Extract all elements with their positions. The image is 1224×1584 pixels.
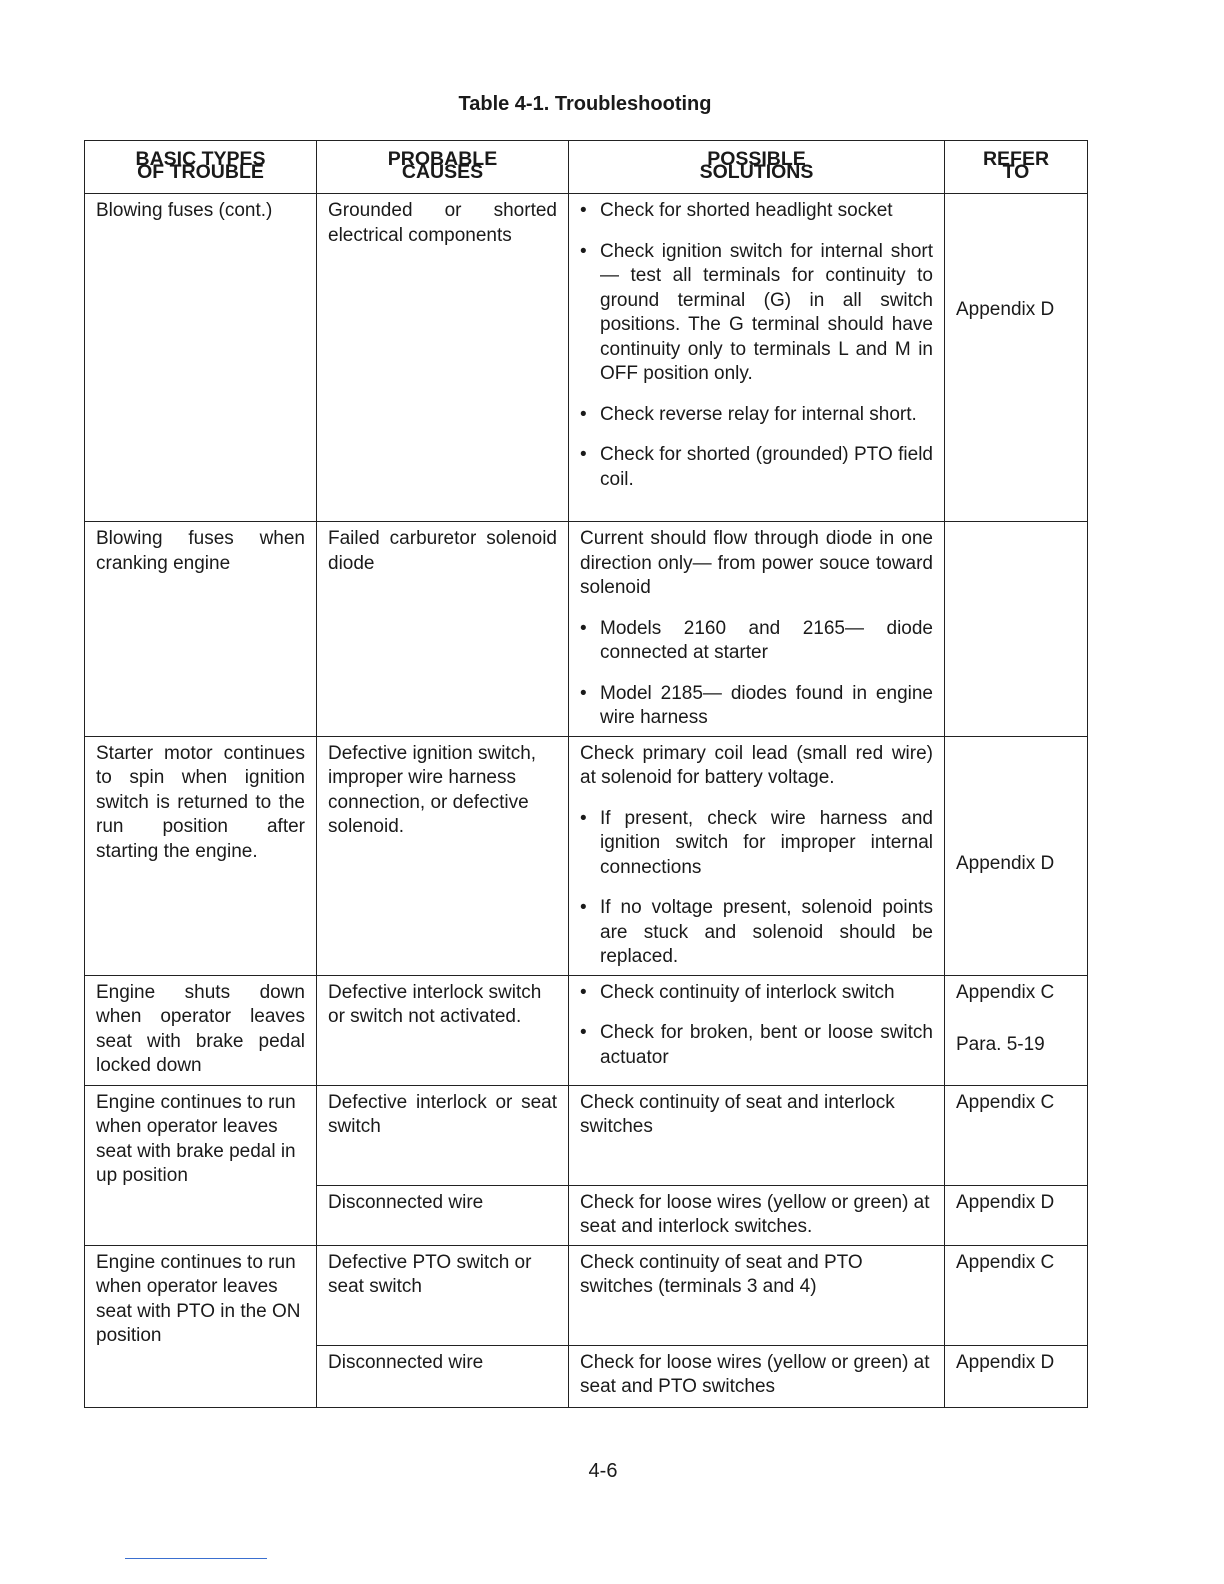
cause-cell: Disconnected wire (317, 1185, 569, 1245)
refer-cell (945, 522, 1088, 737)
refer-cell: Appendix D (945, 1345, 1088, 1407)
trouble-cell: Blowing fuses when cranking engine (85, 522, 317, 737)
table-title: Table 4-1. Troubleshooting (458, 93, 712, 115)
refer-cell: Appendix C (945, 1085, 1088, 1185)
refer-paragraph: Para. 5-19 (956, 1034, 1045, 1055)
solution-cell: Check continuity of seat and PTO switches (terminals 3 and 4) (569, 1245, 945, 1345)
page-number: 4-6 (588, 1460, 618, 1482)
solution-bullet: • Check continuity of interlock switch (580, 981, 895, 1003)
solution-cell (569, 736, 945, 975)
solution-cell (569, 194, 945, 522)
solution-bullet: • Model 2185— diodes found in engine wire harness (580, 682, 933, 728)
cause-cell: Disconnected wire (317, 1345, 569, 1407)
solution-cell: Check for loose wires (yellow or green) at seat and interlock switches. (569, 1185, 945, 1245)
trouble-cell: Blowing fuses (cont.) (85, 194, 317, 522)
refer-cell: Appendix D (945, 194, 1088, 522)
solution-bullet: • If present, check wire harness and ignition switch for improper internal connections (580, 807, 933, 878)
cause-cell: Defective interlock or seat switch (317, 1085, 569, 1185)
header-refer-to: REFER TO (945, 141, 1088, 194)
troubleshooting-table (84, 140, 1088, 1408)
solution-text: Current should flow through diode in one direction only— from power souce toward solenoid (580, 528, 933, 598)
cause-cell: Failed carburetor solenoid diode (317, 522, 569, 737)
trouble-cell: Starter motor continues to spin when ignition switch is returned to the run position after starting the engine. (85, 736, 317, 975)
table-row (85, 1085, 1088, 1185)
header-probable-causes: PROBABLE CAUSES (317, 141, 569, 194)
refer-cell: Appendix D (945, 1185, 1088, 1245)
header-possible-solutions: POSSIBLE SOLUTIONS (569, 141, 945, 194)
table-row (85, 975, 1088, 1085)
refer-cell (945, 975, 1088, 1085)
table-row (85, 1245, 1088, 1345)
trouble-cell: Engine shuts down when operator leaves seat with brake pedal locked down (85, 975, 317, 1085)
cause-cell: Defective interlock switch or switch not activated. (317, 975, 569, 1085)
refer-appendix: Appendix C (956, 981, 1055, 1003)
cause-cell: Defective ignition switch, improper wire harness connection, or defective solenoid. (317, 736, 569, 975)
refer-cell: Appendix D (945, 736, 1088, 975)
solution-bullet: • Check for shorted (grounded) PTO field coil. (580, 444, 933, 490)
table-row (85, 522, 1088, 737)
solution-bullet: • Check reverse relay for internal short. (580, 403, 917, 425)
solution-cell: Check continuity of seat and interlock switches (569, 1085, 945, 1185)
table-row (85, 194, 1088, 522)
solution-bullet: • Models 2160 and 2165— diode connected at starter (580, 617, 933, 663)
solution-cell (569, 522, 945, 737)
refer-cell: Appendix C (945, 1245, 1088, 1345)
cause-cell: Defective PTO switch or seat switch (317, 1245, 569, 1345)
solution-cell: Check for loose wires (yellow or green) at seat and PTO switches (569, 1345, 945, 1407)
table-header-row (85, 141, 1088, 194)
solution-bullet: • Check ignition switch for internal short — test all terminals for continuity to ground terminal (G) in all switch positions. The G terminal should have continuity only to terminals L and M in OFF position only. (580, 240, 933, 384)
trouble-cell: Engine continues to run when operator leaves seat with PTO in the ON position (85, 1245, 317, 1407)
solution-cell (569, 975, 945, 1085)
solution-bullet: • If no voltage present, solenoid points are stuck and solenoid should be replaced. (580, 897, 933, 967)
solution-bullet: • Check for shorted headlight socket (580, 200, 893, 221)
solution-text: Check primary coil lead (small red wire) at solenoid for battery voltage. (580, 742, 933, 788)
header-basic-types: BASIC TYPES OF TROUBLE (85, 141, 317, 194)
table-row (85, 736, 1088, 975)
solution-bullet: • Check for broken, bent or loose switch actuator (580, 1022, 933, 1068)
trouble-cell: Engine continues to run when operator leaves seat with brake pedal in up position (85, 1085, 317, 1245)
footer-rule (125, 1558, 267, 1559)
cause-cell: Grounded or shorted electrical components (317, 194, 569, 522)
